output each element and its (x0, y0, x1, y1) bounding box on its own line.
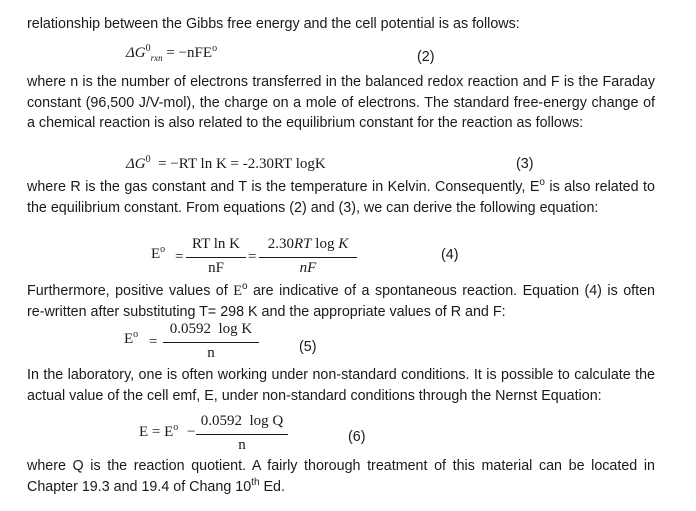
paragraph-faraday: where n is the number of electrons transferred in the balanced redox reaction and F is the Faraday constant (96,500 J/V-mol), the charge on a mole of electrons. The standard free-energy change of a chemical reaction is also related to the equilibrium constant for the reaction as follows: (27, 74, 655, 131)
paragraph-nernst: In the laboratory, one is often working under non-standard conditions. It is possible to calculate the actual value of the cell emf, E, under non-standard conditions through the Nernst Equation: (27, 367, 655, 404)
eq2-rhs: = −nFE (162, 45, 213, 61)
eq5-denominator: n (207, 345, 215, 361)
equation-2 (126, 45, 217, 62)
equation-3 (126, 156, 326, 173)
eq4-equals-2: = (248, 249, 257, 265)
eq4-lhs-sup: o (160, 244, 166, 255)
equation-3-number: (3) (516, 156, 534, 172)
equation-2-number: (2) (417, 49, 435, 65)
para4-E: E (233, 283, 242, 299)
eq5-lhs-sup: o (133, 329, 139, 340)
paragraph-reference (27, 456, 655, 497)
para6-sup: th (251, 476, 260, 488)
eq5-lhs: $E^o$ (124, 329, 139, 347)
eq6-numerator: 0.0592 log Q (200, 413, 284, 429)
para4-sup: o (241, 281, 248, 293)
equation-6-number: (6) (348, 429, 366, 445)
eq6-denominator: n (238, 437, 246, 453)
para4-text-a: Furthermore, positive values of (27, 283, 234, 299)
para3-text-a: where R is the gas constant and T is the temperature in Kelvin. Consequently, E (27, 179, 540, 195)
para3-sup: o (539, 177, 545, 189)
paragraph-intro: relationship between the Gibbs free energy and the cell potential is as follows: (27, 16, 520, 32)
eq4-equals-1: = (175, 249, 184, 265)
eq6-minus: − (187, 424, 196, 440)
eq4-fraction-bar-1 (186, 257, 246, 258)
eq3-lhs: ΔG (126, 156, 146, 172)
para6-text-a: where Q is the reaction quotient. A fairly thorough treatment of this material can be located in Chapter 19.3 and 19.4 of Chang 10 (27, 458, 655, 495)
eq6-fraction-bar (196, 434, 288, 435)
eq5-numerator: 0.0592 log K (169, 321, 253, 337)
eq4-numerator-2: 2.30RT log K (267, 236, 349, 252)
eq5-equals: = (149, 334, 158, 350)
eq3-rhs: = −RT ln K = -2.30RT logK (150, 156, 326, 172)
paragraph-gas-constant (27, 177, 655, 218)
para6-text-b: Ed. (259, 478, 285, 495)
eq4-lhs: $E^o$ (151, 244, 166, 262)
equation-4-number: (4) (441, 247, 459, 263)
equation-5-number: (5) (299, 339, 317, 355)
eq6-lhs: $E = E^o$ (139, 422, 179, 440)
eq6-lhs-sup: o (173, 422, 179, 433)
paragraph-spontaneous (27, 281, 655, 322)
eq2-rhs-sup: o (212, 43, 218, 54)
para4-text-b: are indicative of a spontaneous reaction. Equation (4) is often re-written after substituting T= 298 K and the appropriate values of R and F: (27, 283, 655, 320)
eq2-lhs: ΔG (126, 45, 146, 61)
eq4-denominator-1: nF (208, 260, 224, 276)
eq4-fraction-bar-2 (259, 257, 357, 258)
eq3-lhs-sup: 0 (145, 154, 151, 165)
eq4-denominator-2: nF (299, 260, 317, 276)
eq5-fraction-bar (163, 342, 259, 343)
eq4-numerator-1: RT ln K (192, 236, 240, 252)
para3-text-b: is also related to the equilibrium constant. From equations (2) and (3), we can derive the following equation: (27, 179, 655, 216)
eq2-lhs-sup: 0 (145, 43, 151, 54)
eq2-lhs-sub: rxn (150, 53, 163, 63)
